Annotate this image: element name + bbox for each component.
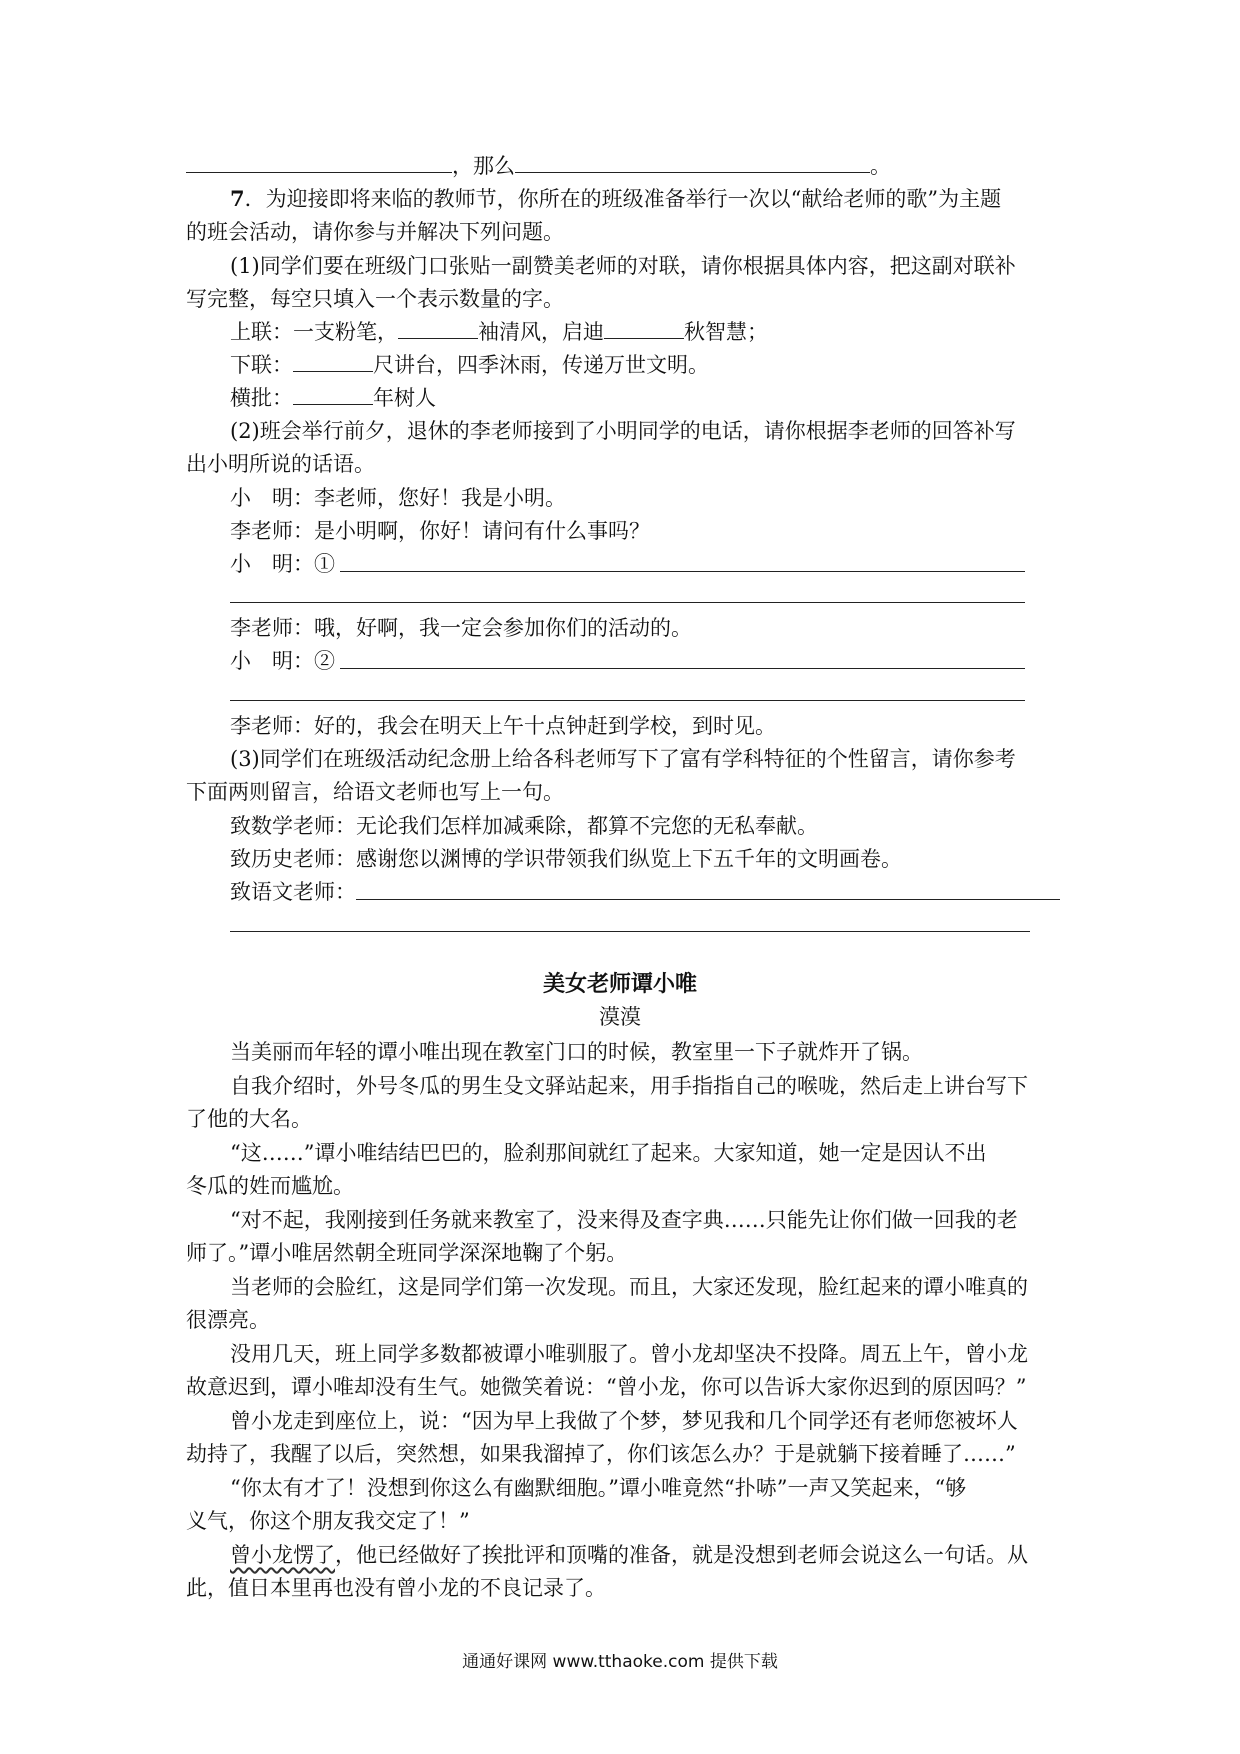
couplet-blank-2[interactable]: [604, 316, 684, 339]
dialogue-line: 李老师：哦，好啊，我一定会参加你们的活动的。: [230, 616, 692, 640]
dialogue-line: 小 明：①: [230, 552, 335, 576]
answer-blank[interactable]: [186, 150, 452, 173]
story-line: “这……”谭小唯结结巴巴的，脸刹那间就红了起来。大家知道，她一定是因认不出: [230, 1141, 987, 1165]
story-line: 当老师的会脸红，这是同学们第一次发现。而且，大家还发现，脸红起来的谭小唯真的: [230, 1275, 1028, 1299]
story-line: 劫持了，我醒了以后，突然想，如果我溜掉了，你们该怎么办？于是就躺下接着睡了……”: [186, 1442, 1016, 1466]
question-number: 7: [230, 186, 245, 211]
part-2-prompt: (2)班会举行前夕，退休的李老师接到了小明同学的电话，请你根据李老师的回答补写: [230, 419, 1016, 443]
story-author: 漠漠: [599, 1005, 641, 1029]
story-line: 当美丽而年轻的谭小唯出现在教室门口的时候，教室里一下子就炸开了锅。: [230, 1040, 923, 1064]
answer-line-1a[interactable]: [340, 571, 1025, 572]
story-line: 义气，你这个朋友我交定了！”: [186, 1509, 470, 1533]
part-3-prompt-cont: 下面两则留言，给语文老师也写上一句。: [186, 780, 564, 804]
story-title: 美女老师谭小唯: [542, 971, 697, 997]
part-1-prompt-cont: 写完整，每空只填入一个表示数量的字。: [186, 287, 564, 311]
couplet-upper: 上联：一支粉笔， 袖清风，启迪 秋智慧；: [230, 316, 768, 348]
story-line: 没用几天，班上同学多数都被谭小唯驯服了。曾小龙却坚决不投降。周五上午，曾小龙: [230, 1342, 1028, 1366]
couplet-blank-3[interactable]: [293, 349, 373, 372]
couplet-horizontal: 横批： 年树人: [230, 382, 436, 414]
story-line: 很漂亮。: [186, 1308, 270, 1332]
answer-line-3a[interactable]: [356, 899, 1060, 900]
couplet-blank-1[interactable]: [398, 316, 478, 339]
story-line: 曾小龙走到座位上，说：“因为早上我做了个梦，梦见我和几个同学还有老师您被坏人: [230, 1409, 1018, 1433]
couplet-blank-4[interactable]: [293, 382, 373, 405]
message-math: 致数学老师：无论我们怎样加减乘除，都算不完您的无私奉献。: [230, 814, 818, 838]
answer-line-1b[interactable]: [230, 602, 1025, 603]
part-1-prompt: (1)同学们要在班级门口张贴一副赞美老师的对联，请你根据具体内容，把这副对联补: [230, 254, 1016, 278]
answer-blank[interactable]: [515, 150, 870, 173]
page-footer: 通通好课网 www.tthaoke.com 提供下载: [462, 1652, 778, 1672]
message-chinese: 致语文老师：: [230, 880, 356, 904]
story-line: 师了。”谭小唯居然朝全班同学深深地鞠了个躬。: [186, 1241, 628, 1265]
message-history: 致历史老师：感谢您以渊博的学识带领我们纵览上下五千年的文明画卷。: [230, 847, 902, 871]
story-line: 曾小龙愣了，他已经做好了挨批评和顶嘴的准备，就是没想到老师会说这么一句话。从: [230, 1543, 1028, 1567]
part-2-prompt-cont: 出小明所说的话语。: [186, 452, 375, 476]
story-line: “对不起，我刚接到任务就来教室了，没来得及查字典……只能先让你们做一回我的老: [230, 1208, 1018, 1232]
dialogue-line: 李老师：是小明啊，你好！请问有什么事吗？: [230, 519, 650, 543]
dialogue-line: 小 明：②: [230, 649, 335, 673]
question-7-stem-cont: 的班会活动，请你参与并解决下列问题。: [186, 220, 564, 244]
story-line: 此，值日本里再也没有曾小龙的不良记录了。: [186, 1576, 606, 1600]
wavy-underlined-phrase: 曾小龙愣了: [230, 1543, 335, 1567]
story-line: “你太有才了！没想到你这么有幽默细胞。”谭小唯竟然“扑哧”一声又笑起来，“够: [230, 1476, 967, 1500]
story-line: 故意迟到，谭小唯却没有生气。她微笑着说：“曾小龙，你可以告诉大家你迟到的原因吗？”: [186, 1375, 1027, 1399]
couplet-lower: 下联： 尺讲台，四季沐雨，传递万世文明。: [230, 349, 709, 381]
dialogue-line: 小 明：李老师，您好！我是小明。: [230, 486, 566, 510]
answer-line-3b[interactable]: [230, 931, 1030, 932]
story-line: 冬瓜的姓而尴尬。: [186, 1174, 354, 1198]
question-7-stem: 7．为迎接即将来临的教师节，你所在的班级准备举行一次以“献给老师的歌”为主题: [230, 186, 1002, 211]
answer-line-2b[interactable]: [230, 700, 1025, 701]
part-3-prompt: (3)同学们在班级活动纪念册上给各科老师写下了富有学科特征的个性留言，请你参考: [230, 747, 1016, 771]
answer-line-2a[interactable]: [340, 668, 1025, 669]
answer-line-continuation: ，那么 。: [186, 150, 891, 182]
story-line: 了他的大名。: [186, 1107, 312, 1131]
dialogue-line: 李老师：好的，我会在明天上午十点钟赶到学校，到时见。: [230, 714, 776, 738]
story-line: 自我介绍时，外号冬瓜的男生殳文驿站起来，用手指指自己的喉咙，然后走上讲台写下: [230, 1074, 1028, 1098]
